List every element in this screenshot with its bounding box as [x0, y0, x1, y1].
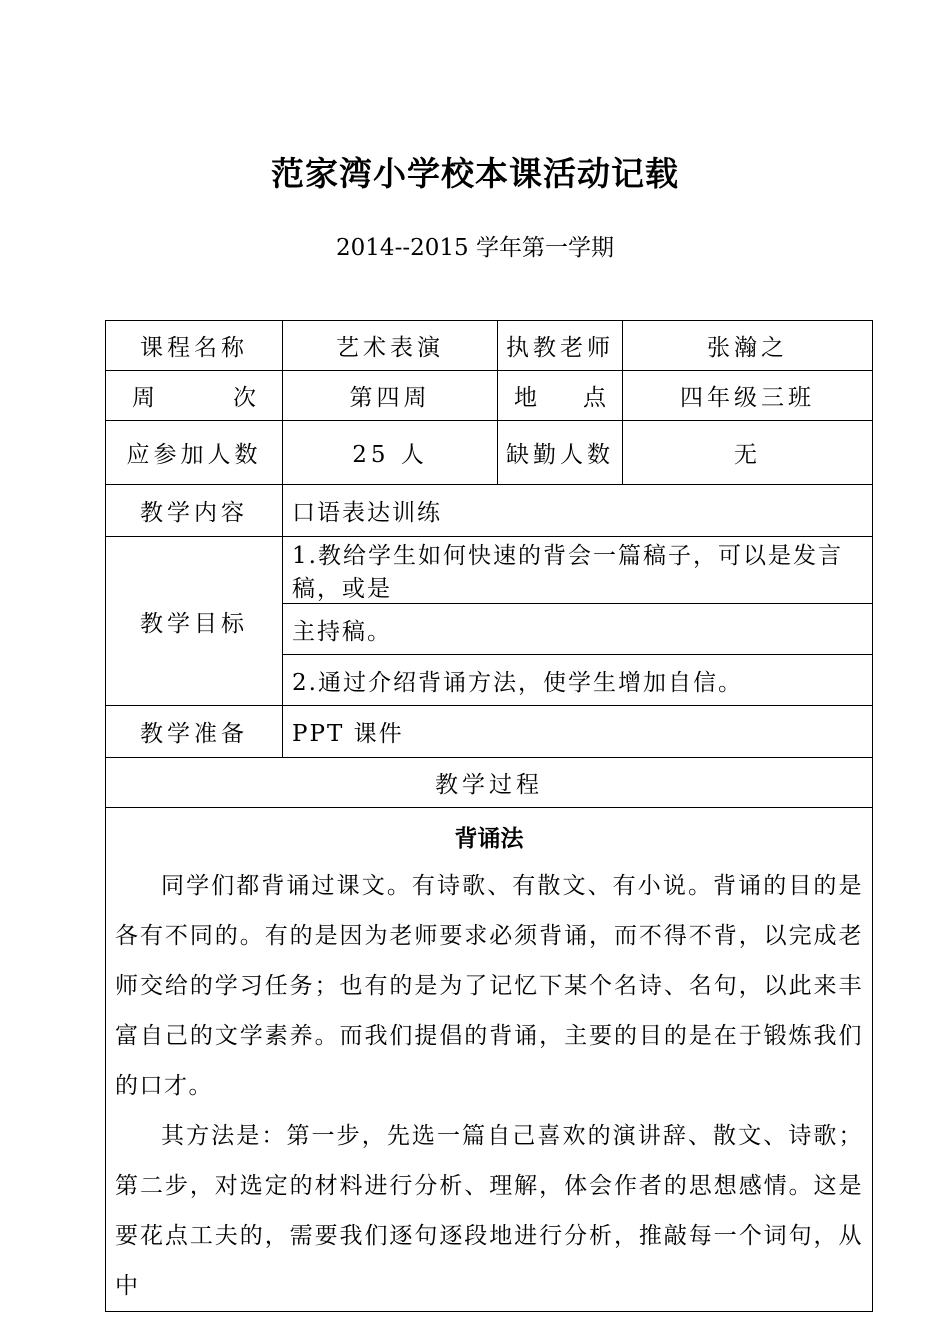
prep-value: PPT 课件 — [283, 706, 873, 758]
process-heading: 背诵法 — [454, 825, 524, 852]
location-label-char-2: 点 — [583, 385, 606, 411]
absent-label: 缺勤人数 — [498, 421, 623, 485]
prep-label: 教学准备 — [106, 706, 283, 758]
location-label — [498, 371, 623, 421]
course-name-value: 艺术表演 — [283, 321, 498, 371]
location-label-char-1: 地 — [514, 385, 537, 411]
process-paragraph-1: 同学们都背诵过课文。有诗歌、有散文、有小说。背诵的目的是各有不同的。有的是因为老师要求必须背诵，而不得不背，以完成老师交给的学习任务；也有的是为了记忆下某个名诗、名句，以此来丰富自己的文学素养。而我们提倡的背诵，主要的目的是在于锻炼我们的口才。 — [115, 873, 863, 1099]
goal-line-1: 1.教给学生如何快速的背会一篇稿子，可以是发言稿，或是 — [283, 537, 873, 604]
teacher-label: 执教老师 — [498, 321, 623, 371]
content-label: 教学内容 — [106, 485, 283, 537]
document-title: 范家湾小学校本课活动记载 — [271, 154, 679, 193]
location-value: 四年级三班 — [623, 371, 873, 421]
attendees-value: 25 人 — [283, 421, 498, 485]
goals-label: 教学目标 — [106, 537, 283, 706]
teacher-value: 张瀚之 — [623, 321, 873, 371]
semester-subtitle: 2014--2015 学年第一学期 — [336, 235, 614, 261]
week-value: 第四周 — [283, 371, 498, 421]
attendees-label: 应参加人数 — [106, 421, 283, 485]
goal-line-2: 主持稿。 — [283, 604, 873, 655]
process-paragraph-2: 其方法是：第一步，先选一篇自己喜欢的演讲辞、散文、诗歌；第二步，对选定的材料进行分析、理解，体会作者的思想感情。这是要花点工夫的，需要我们逐句逐段地进行分析，推敲每一个词句，从中 — [115, 1123, 863, 1299]
process-content — [106, 808, 873, 1312]
week-label-char-1: 周 — [132, 385, 155, 411]
goal-line-3: 2.通过介绍背诵方法，使学生增加自信。 — [283, 655, 873, 706]
course-name-label: 课程名称 — [106, 321, 283, 371]
week-label-char-2: 次 — [233, 385, 256, 411]
week-label — [106, 371, 283, 421]
activity-record-table — [105, 320, 873, 1312]
content-value: 口语表达训练 — [283, 485, 873, 537]
absent-value: 无 — [623, 421, 873, 485]
process-label: 教学过程 — [106, 758, 873, 808]
